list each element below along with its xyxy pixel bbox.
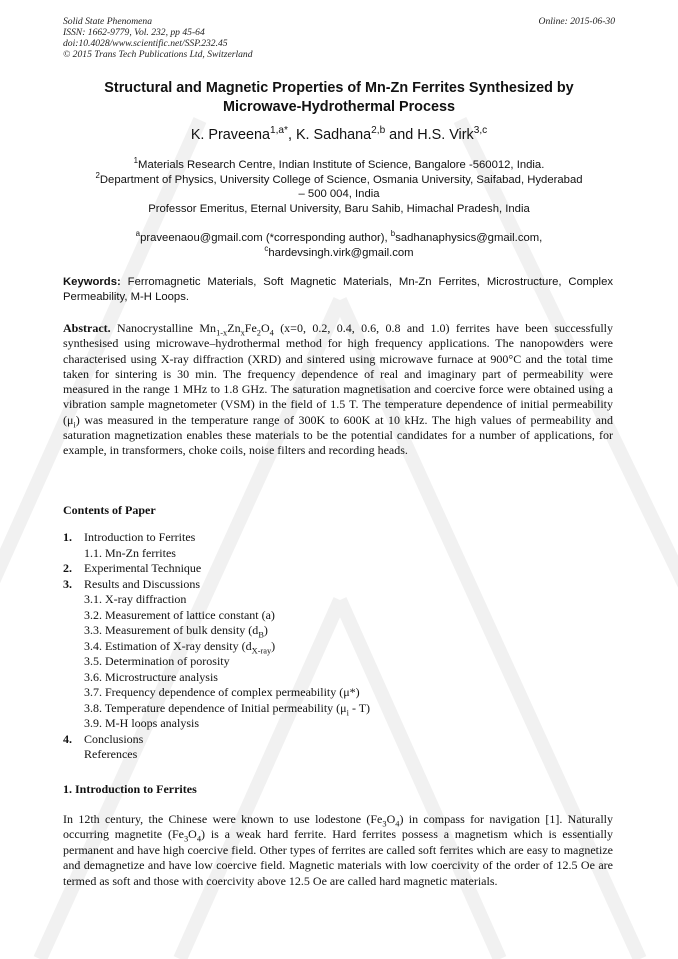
copyright-line: © 2015 Trans Tech Publications Ltd, Switzerland xyxy=(63,49,253,60)
title-line-1: Structural and Magnetic Properties of Mn-Zn Ferrites Synthesized by xyxy=(104,80,574,96)
toc-item-label: 3.1. X-ray diffraction xyxy=(84,592,187,606)
author-3-affil: 3,c xyxy=(473,125,488,137)
toc-item-label: Conclusions xyxy=(84,731,144,746)
author-3: H.S. Virk xyxy=(417,127,474,143)
title-line-2: Microwave-Hydrothermal Process xyxy=(223,99,455,115)
toc-item xyxy=(63,747,563,763)
toc-item-number: 1. xyxy=(63,530,72,544)
toc-item-label: 3.7. Frequency dependence of complex permeability (μ*) xyxy=(84,685,360,699)
keywords-text: Ferromagnetic Materials, Soft Magnetic Materials, Mn-Zn Ferrites, Microstructure, Complex Permeability, M-H Loops. xyxy=(63,276,613,303)
toc-item xyxy=(63,530,563,546)
abstract-label: Abstract. xyxy=(63,321,111,335)
affiliation-2: $^2$Department of Physics, University College of Science, Osmania University, Saifabad, Hyderabad xyxy=(95,170,583,186)
toc-item-label: Results and Discussions xyxy=(84,576,201,591)
email-1: praveenaou@gmail.com (*corresponding author), xyxy=(140,232,391,244)
toc-item xyxy=(63,732,563,748)
toc-item xyxy=(63,701,563,717)
online-date: Online: 2015-06-30 xyxy=(538,16,615,27)
author-list xyxy=(63,126,615,144)
toc-item xyxy=(63,716,563,732)
author-1-affil: 1,a* xyxy=(270,125,288,137)
journal-name: Solid State Phenomena xyxy=(63,16,152,27)
toc-item-number: 4. xyxy=(63,731,72,746)
journal-info xyxy=(63,16,253,60)
section-1-text: In 12th century, the Chinese were known to use lodestone $(Fe_3O_4)$ in compass for navigation [1]. Naturally occurring magnetite $(Fe_3O_4)$ is a weak hard ferrite. Hard ferrites possess a magnetism which is essentially permanent and have high coercive field. Other types of ferrites are called soft ferrites which are easy to magnetize and demagnetize and have low coercive field. Magnetic materials with low coercivity of the order of 12.5 Oe are termed as soft and those with coercivity above 12.5 Oe are called hard magnetic materials. xyxy=(63,812,613,888)
section-1-heading: 1. Introduction to Ferrites xyxy=(63,782,197,796)
toc-item-label: References xyxy=(84,747,138,761)
toc-item-label: 3.2. Measurement of lattice constant (a) xyxy=(84,607,275,622)
toc-item xyxy=(63,670,563,686)
affiliations xyxy=(63,158,615,216)
affiliation-3: Professor Emeritus, Eternal University, Baru Sahib, Himachal Pradesh, India xyxy=(148,202,530,215)
toc-item-label: 3.8. Temperature dependence of Initial permeability $(\mu_i - T)$ xyxy=(84,700,371,717)
toc-item-label: Introduction to Ferrites xyxy=(84,530,196,544)
toc-item xyxy=(63,546,563,562)
email-2: sadhanaphysics@gmail.com, xyxy=(395,232,543,244)
paper-title xyxy=(70,79,608,117)
issn-line: ISSN: 1662-9779, Vol. 232, pp 45-64 xyxy=(63,27,205,38)
keywords xyxy=(63,275,613,305)
email-3: hardevsingh.virk@gmail.com xyxy=(268,246,414,259)
toc-item xyxy=(63,654,563,670)
author-separator: , xyxy=(287,127,296,143)
affiliation-1: $^1$Materials Research Centre, Indian Institute of Science, Bangalore -560012, India. xyxy=(133,156,545,171)
affiliation-2-cont: – 500 004, India xyxy=(298,188,380,201)
abstract: Abstract. Nanocrystalline $Mn_{1-x}Zn_xFe_2O_4$ (x=0, 0.2, 0.4, 0.6, 0.8 and 1.0) ferrites have been successfully synthesised using microwave–hydrothermal method for high frequency applications. The nanopowders were characterised using X-ray diffraction (XRD) and sintered using microwave furnace at 900°C and the total time taken for sintering is 30 min. The frequency dependence of real and imaginary part of permeability were measured in the range 1 MHz to 1.8 GHz. The saturation magnetisation and coercive force were obtained using a vibration sample magnetometer (VSM) in the field of 1.5 T. The temperature dependence of initial permeability $(\mu_i)$ was measured in the temperature range of 300K to 600K at 10 kHz. The high values of permeability and saturation magnetization enables these materials to be the potential candidates for a number of applications, for example, in transformers, choke coils, noise filters and recording heads. xyxy=(63,321,613,458)
toc-item xyxy=(63,592,563,608)
toc-item xyxy=(63,623,563,639)
keywords-label: Keywords: xyxy=(63,276,121,288)
author-1: K. Praveena xyxy=(190,127,271,143)
contents-heading: Contents of Paper xyxy=(63,503,156,517)
toc-item-label: 3.6. Microstructure analysis xyxy=(84,669,218,684)
toc-item-label: Experimental Technique xyxy=(84,561,202,575)
author-2: K. Sadhana xyxy=(295,127,372,143)
toc-item-label: 3.4. Estimation of X-ray density $(d_{X-ray})$ xyxy=(84,638,276,655)
table-of-contents xyxy=(63,530,563,763)
toc-item xyxy=(63,561,563,577)
toc-item xyxy=(63,608,563,624)
toc-item xyxy=(63,685,563,701)
toc-item-label: 1.1. Mn-Zn ferrites xyxy=(84,545,176,560)
author-separator: and xyxy=(385,127,418,143)
toc-item-number: 2. xyxy=(63,561,72,575)
author-emails: $^a$praveenaou@gmail.com (*corresponding author), $^b$sadhanaphysics@gmail.com, $^c$hardevsingh.virk@gmail.com xyxy=(135,229,543,259)
toc-item-label: 3.3. Measurement of bulk density $(d_B)$ xyxy=(84,623,268,640)
toc-item-label: 3.9. M-H loops analysis xyxy=(84,716,199,730)
toc-item-number: 3. xyxy=(63,576,72,591)
toc-item xyxy=(63,577,563,593)
author-2-affil: 2,b xyxy=(371,125,386,137)
doi-line: doi:10.4028/www.scientific.net/SSP.232.45 xyxy=(63,38,228,49)
toc-item-label: 3.5. Determination of porosity xyxy=(84,654,230,668)
toc-item xyxy=(63,639,563,655)
